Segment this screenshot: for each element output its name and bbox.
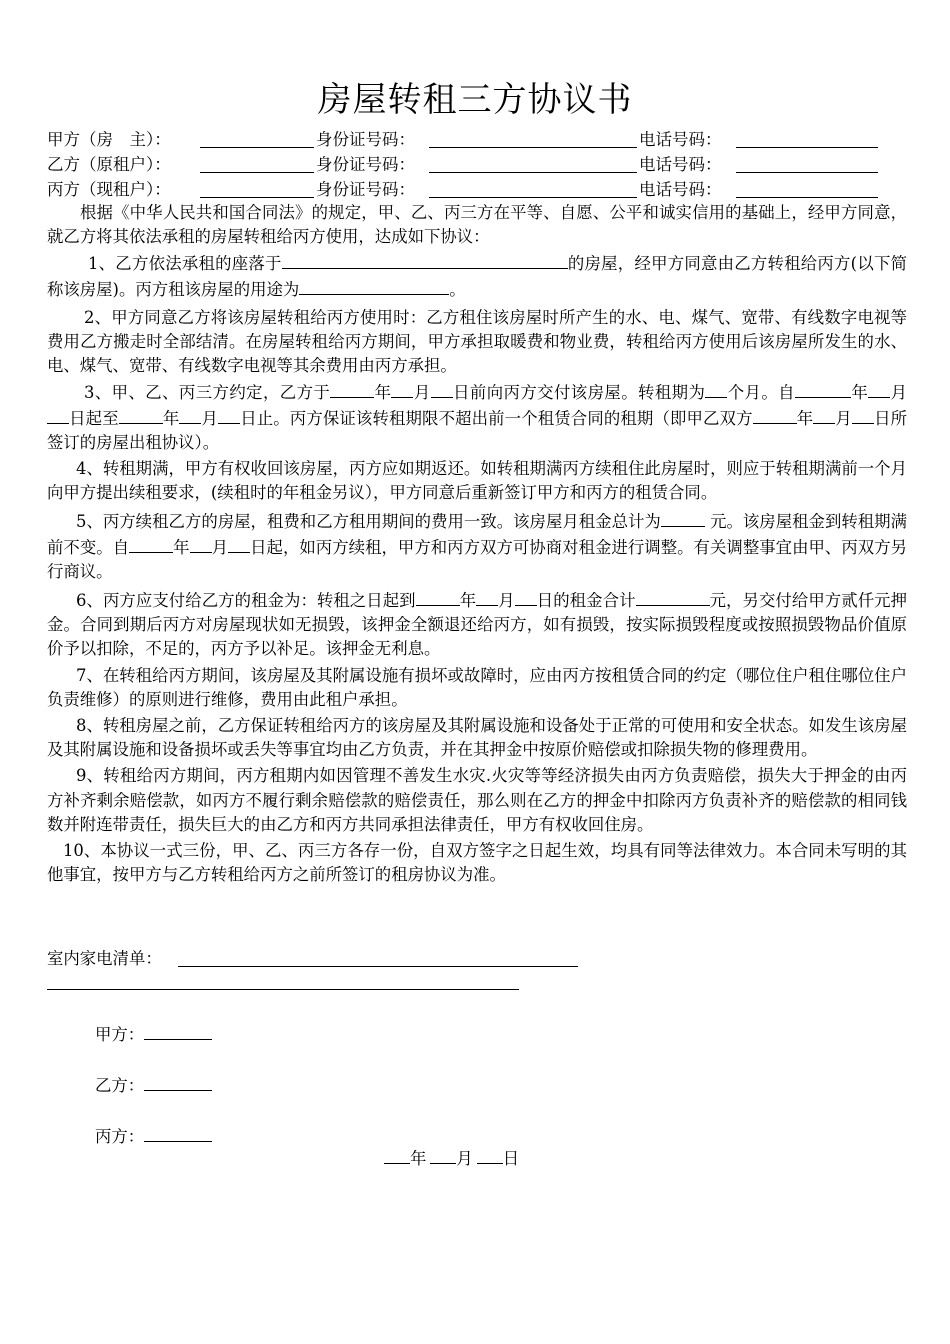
phone-blank[interactable] xyxy=(736,172,878,173)
clause-3-text-h: 日起至 xyxy=(69,408,119,428)
address-blank[interactable] xyxy=(282,251,568,269)
clause-1-text-c: 。 xyxy=(449,279,466,299)
clause-3-text-e: 个月。自 xyxy=(727,383,795,403)
id-label: 身份证号码： xyxy=(316,180,415,199)
agreement-body xyxy=(47,201,907,887)
clause-8: 8、转租房屋之前，乙方保证转租给丙方的该房屋及其附属设施和设备处于正常的可使用和安全状态。如发生该房屋及其附属设施和设备损坏或丢失等事宜均由乙方负责，并在其押金中按原价赔偿或扣除损失物的修理费用。 xyxy=(47,716,907,760)
renewal-year-blank[interactable] xyxy=(129,535,173,553)
signature-label-a: 甲方： xyxy=(95,1025,145,1044)
clause-5-text-c: 年 xyxy=(173,537,190,557)
clause-1 xyxy=(47,251,907,301)
clause-10: 10、本协议一式三份，甲、乙、丙三方各存一份，自双方签字之日起生效，均具有同等法律效力。本合同未写明的其他事宜，按甲方与乙方转租给丙方之前所签订的租房协议为准。 xyxy=(47,841,907,885)
signature-blank-c[interactable] xyxy=(144,1124,212,1142)
signature-label-c: 丙方： xyxy=(95,1127,145,1146)
lease-month-blank[interactable] xyxy=(813,406,835,424)
start-month-blank[interactable] xyxy=(868,380,890,398)
name-blank[interactable] xyxy=(200,197,314,198)
phone-label: 电话号码： xyxy=(639,130,722,149)
start-day-blank[interactable] xyxy=(47,406,69,424)
name-blank[interactable] xyxy=(200,172,314,173)
clause-5-text-d: 月 xyxy=(211,537,229,557)
clause-3-text-l: 年 xyxy=(796,408,814,428)
clause-3-text-j: 月 xyxy=(201,408,219,428)
clause-3 xyxy=(47,380,907,455)
id-blank[interactable] xyxy=(429,147,637,148)
clause-1-text-a: 1、乙方依法承租的座落于 xyxy=(88,254,282,274)
clause-2: 2、甲方同意乙方将该房屋转租给丙方使用时：乙方租住该房屋时所产生的水、电、煤气、宽带、有线数字电视等费用乙方搬走时全部结清。在房屋转租给丙方期间，甲方承担取暖费和物业费，转租给丙方使用后该房屋所发生的水、电、煤气、宽带、有线数字电视等其余费用由丙方承担。 xyxy=(47,307,907,376)
clause-3-text-b: 年 xyxy=(374,383,392,403)
signature-blank-a[interactable] xyxy=(144,1022,212,1040)
phone-blank[interactable] xyxy=(736,197,878,198)
signature-party-c xyxy=(95,1124,212,1149)
clause-5-text-b: 元。该房屋租金到转租期满前不变。自 xyxy=(47,512,907,557)
id-blank[interactable] xyxy=(429,197,637,198)
id-blank[interactable] xyxy=(429,172,637,173)
clause-3-text-i: 年 xyxy=(162,408,180,428)
rent-year-blank[interactable] xyxy=(416,588,460,606)
document-title: 房屋转租三方协议书 xyxy=(317,80,633,120)
appliance-list-blank[interactable] xyxy=(178,966,578,967)
signing-date xyxy=(384,1146,519,1171)
signature-party-b xyxy=(95,1073,212,1098)
clause-3-text-g: 月 xyxy=(890,383,908,403)
signature-party-a xyxy=(95,1022,212,1047)
party-label: 乙方（原租户）： xyxy=(47,155,171,174)
clause-6-text-b: 年 xyxy=(459,591,477,611)
clause-6-text-a: 6、丙方应支付给乙方的租金为：转租之日起到 xyxy=(76,591,416,611)
appliance-list-label: 室内家电清单： xyxy=(47,949,162,968)
lease-year-blank[interactable] xyxy=(753,406,797,424)
date-year-blank[interactable] xyxy=(384,1146,410,1164)
clause-3-text-a: 3、甲、乙、丙三方约定，乙方于 xyxy=(84,383,331,403)
clause-4: 4、转租期满，甲方有权收回该房屋，丙方应如期返还。如转租期满丙方续租住此房屋时，则应于转租期满前一个月向甲方提出续租要求，(续租时的年租金另议），甲方同意后重新签订甲方和丙方的租赁合同。 xyxy=(47,459,907,503)
signature-blank-b[interactable] xyxy=(144,1073,212,1091)
signature-label-b: 乙方： xyxy=(95,1076,145,1095)
clause-6-text-e: 元，另交付给甲方贰仟元押金。合同到期后丙方对房屋现状如无损毁，该押金全额退还给丙方，如有损毁，按实际损毁程度或按照损毁物品价值原价予以扣除，不足的，丙方予以补足。该押金无利息。 xyxy=(47,591,908,659)
date-month-blank[interactable] xyxy=(430,1146,456,1164)
clause-6-text-c: 月 xyxy=(498,591,515,611)
clause-6-text-d: 日的租金合计 xyxy=(536,591,636,611)
handover-year-blank[interactable] xyxy=(330,380,374,398)
end-year-blank[interactable] xyxy=(119,406,163,424)
clause-5 xyxy=(47,509,907,584)
end-day-blank[interactable] xyxy=(218,406,240,424)
party-label: 甲方（房 主）： xyxy=(47,130,171,149)
lease-day-blank[interactable] xyxy=(852,406,874,424)
rent-total-blank[interactable] xyxy=(636,588,710,606)
id-label: 身份证号码： xyxy=(316,130,415,149)
name-blank[interactable] xyxy=(200,147,314,148)
clause-3-text-d: 日前向丙方交付该房屋。转租期为 xyxy=(452,383,706,403)
start-year-blank[interactable] xyxy=(795,380,851,398)
appliance-list-blank-2[interactable] xyxy=(47,989,519,990)
clause-7: 7、在转租给丙方期间，该房屋及其附属设施有损坏或故障时，应由丙方按租赁合同的约定（哪位住户租住哪位住户负责维修）的原则进行维修，费用由此租户承担。 xyxy=(47,665,907,709)
clause-1-text-b: 的房屋，经甲方同意由乙方转租给丙方(以下简称该房屋)。丙方租该房屋的用途为 xyxy=(47,254,907,299)
date-day-blank[interactable] xyxy=(477,1146,503,1164)
end-month-blank[interactable] xyxy=(179,406,201,424)
date-day-label: 日 xyxy=(502,1149,520,1168)
clause-3-text-m: 月 xyxy=(835,408,852,428)
phone-label: 电话号码： xyxy=(639,180,722,199)
clause-3-text-n: 日所签订的房屋出租协议）。 xyxy=(47,408,908,452)
clause-3-text-c: 月 xyxy=(413,383,431,403)
handover-month-blank[interactable] xyxy=(391,380,413,398)
clause-5-text-a: 5、丙方续租乙方的房屋，租费和乙方租用期间的费用一致。该房屋月租金总计为 xyxy=(76,512,661,532)
renewal-month-blank[interactable] xyxy=(190,535,212,553)
clause-5-text-e: 日起，如丙方续租，甲方和丙方双方可协商对租金进行调整。有关调整事宜由甲、丙双方另行商议。 xyxy=(47,537,908,581)
clause-9: 9、转租给丙方期间，丙方租期内如因管理不善发生水灾.火灾等等经济损失由丙方负责赔偿，损失大于押金的由丙方补齐剩余赔偿款，如丙方不履行剩余赔偿款的赔偿责任，那么则在乙方的押金中扣除丙方负责补齐的赔偿款的相同钱数并附连带责任，损失巨大的由乙方和丙方共同承担法律责任，甲方有权收回住房。 xyxy=(47,766,907,834)
party-label: 丙方（现租户）： xyxy=(47,180,171,199)
rent-month-blank[interactable] xyxy=(476,588,498,606)
phone-blank[interactable] xyxy=(736,147,878,148)
intro-paragraph: 根据《中华人民共和国合同法》的规定，甲、乙、丙三方在平等、自愿、公平和诚实信用的基础上，经甲方同意，就乙方将其依法承租的房屋转租给丙方使用，达成如下协议： xyxy=(47,203,907,247)
renewal-day-blank[interactable] xyxy=(228,535,250,553)
clause-3-text-k: 日止。丙方保证该转租期限不超出前一个租赁合同的租期（即甲乙双方 xyxy=(240,408,753,428)
term-months-blank[interactable] xyxy=(705,380,727,398)
handover-day-blank[interactable] xyxy=(431,380,453,398)
date-month-label: 月 xyxy=(456,1149,473,1168)
date-year-label: 年 xyxy=(410,1149,427,1168)
phone-label: 电话号码： xyxy=(639,155,722,174)
usage-blank[interactable] xyxy=(299,277,449,295)
clause-3-text-f: 年 xyxy=(850,383,869,403)
monthly-rent-blank[interactable] xyxy=(661,509,705,527)
rent-day-blank[interactable] xyxy=(515,588,537,606)
clause-6 xyxy=(47,588,907,662)
id-label: 身份证号码： xyxy=(316,155,415,174)
